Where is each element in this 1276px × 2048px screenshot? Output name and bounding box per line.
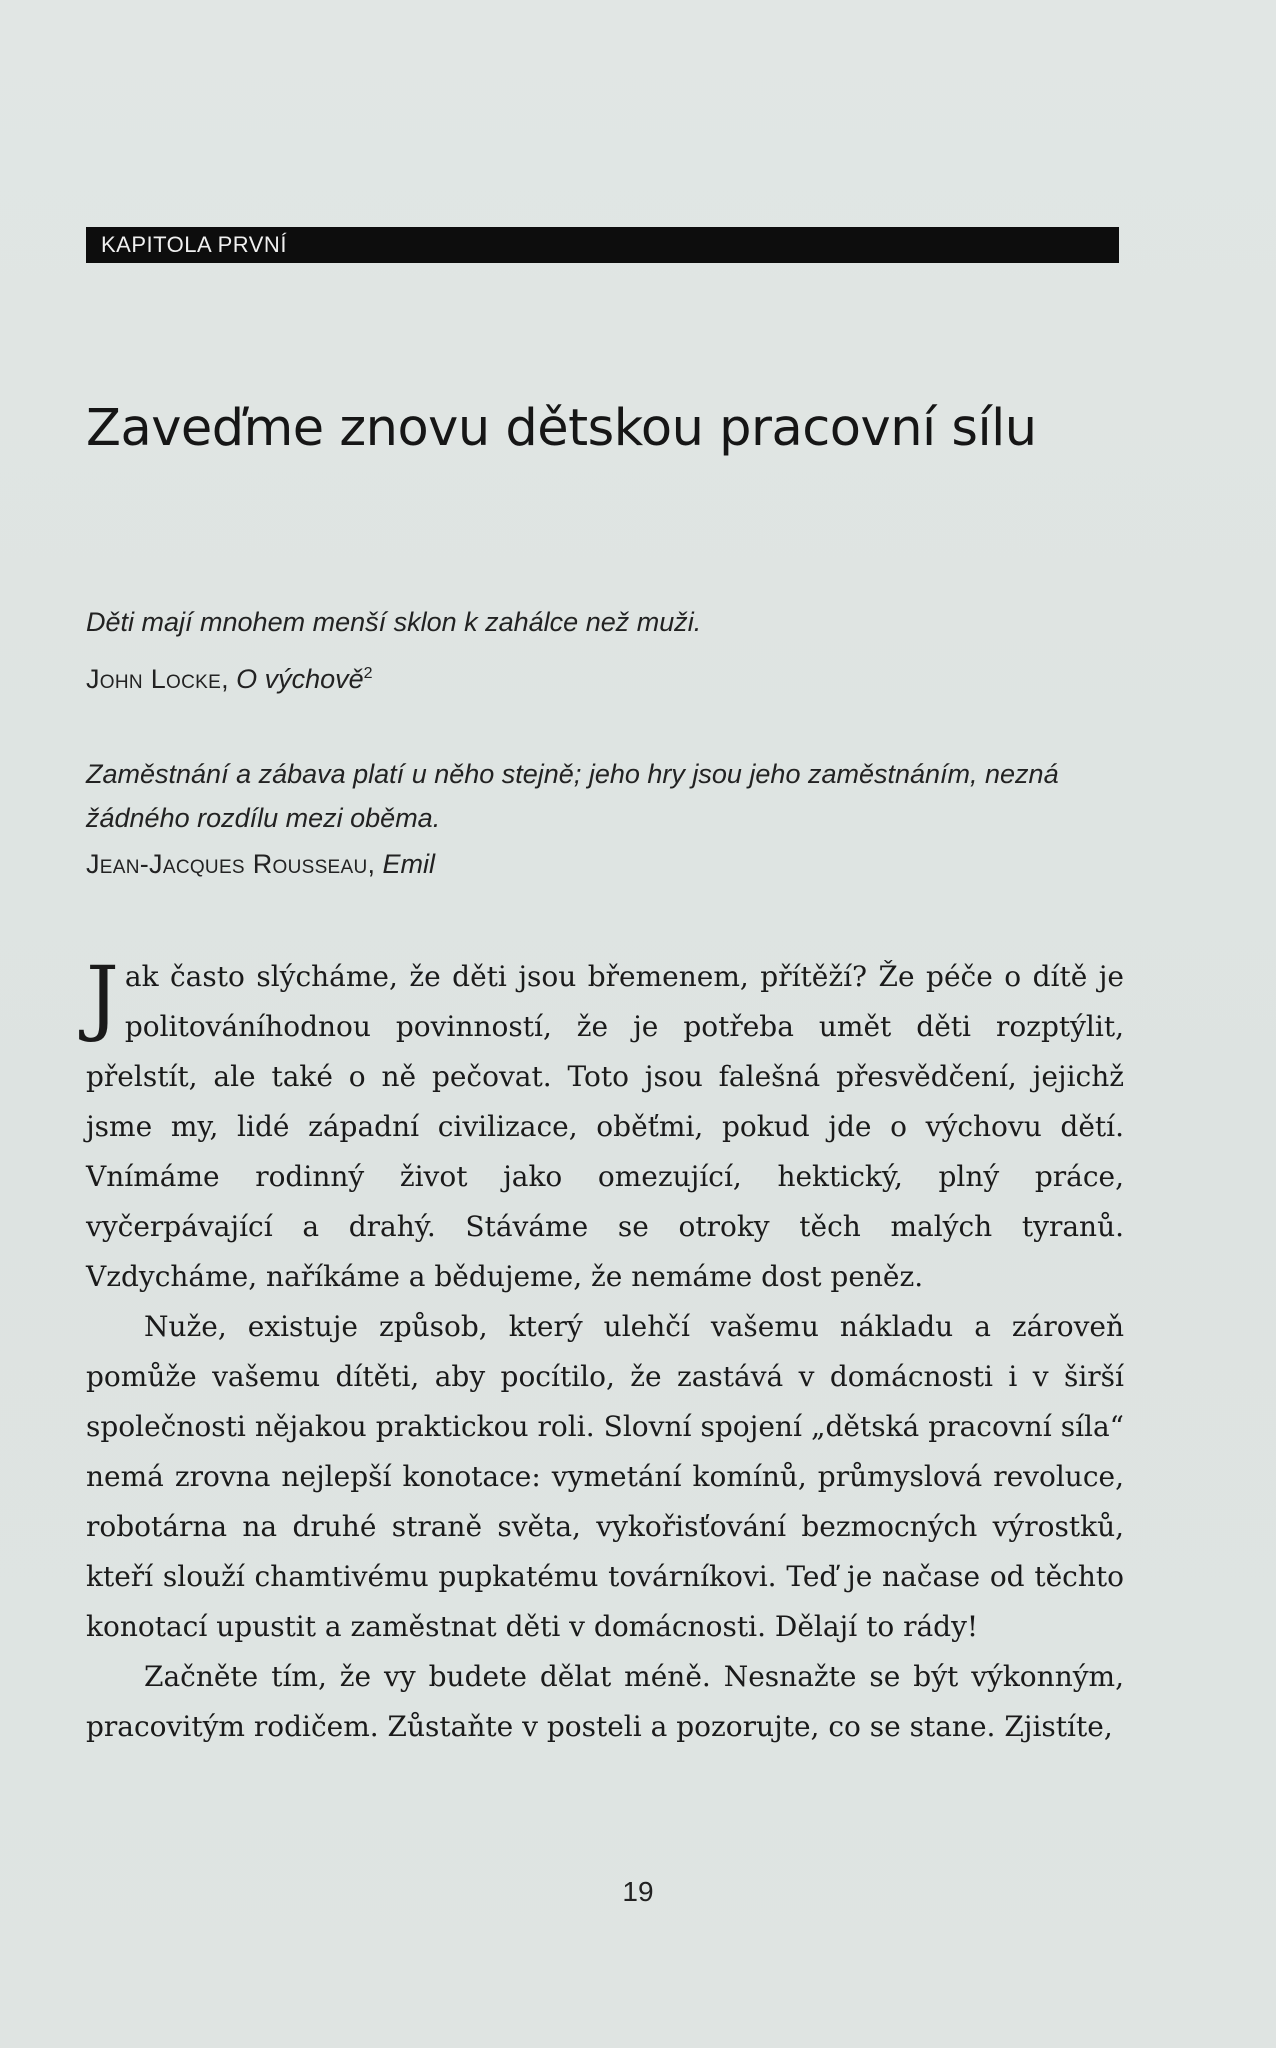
paragraph-3: Začněte tím, že vy budete dělat méně. Nesnažte se být výkonným, pracovitým rodičem. Zůstaňte v posteli a pozorujte, co se stane. Zjistíte,: [86, 1660, 1124, 1743]
epigraph-work-2: Emil: [382, 849, 436, 879]
epigraph-attribution-2: Jean-Jacques Rousseau, Emil: [86, 849, 436, 879]
body-text: [86, 952, 1124, 1752]
paragraph-1-text: ak často slýcháme, že děti jsou břemenem, přítěží? Že péče o dítě je politováníhodnou povinností, že je potřeba umět děti rozptýlit, přelstít, ale také o ně pečovat. Toto jsou falešná přesvědčení, jejichž jsme my, lidé západní civilizace, oběťmi, pokud jde o výchovu dětí. Vnímáme rodinný život jako omezující, hektický, plný práce, vyčerpávající a drahý. Stáváme se otroky těch malých tyranů. Vzdycháme, naříkáme a bědujeme, že nemáme dost peněz.: [86, 960, 1124, 1293]
footnote-marker: 2: [363, 665, 373, 682]
chapter-title: Zaveďme znovu dětskou pracovní sílu: [86, 399, 1037, 458]
paragraph-2: Nuže, existuje způsob, který ulehčí vašemu nákladu a zároveň pomůže vašemu dítěti, aby pocítilo, že zastává v domácnosti i v širší společnosti nějakou praktickou roli. Slovní spojení „dětská pracovní síla“ nemá zrovna nejlepší konotace: vymetání komínů, průmyslová revoluce, robotárna na druhé straně světa, vykořisťování bezmocných výrostků, kteří slouží chamtivému pupkatému továrníkovi. Teď je načase od těchto konotací upustit a zaměstnat děti v domácnosti. Dělají to rády!: [86, 1310, 1124, 1643]
paragraph-1: [86, 952, 1124, 1302]
drop-cap: J: [86, 950, 119, 1045]
page-number: 19: [622, 1876, 654, 1907]
epigraph-author-2: Jean-Jacques Rousseau: [86, 849, 368, 879]
epigraph-work-1: O výchově: [236, 664, 364, 694]
chapter-label: KAPITOLA PRVNÍ: [101, 232, 287, 257]
epigraph-author-1: John Locke: [86, 664, 222, 694]
epigraph-quote-1: Děti mají mnohem menší sklon k zahálce než muži.: [86, 607, 702, 637]
chapter-header-bar: [86, 227, 1119, 263]
epigraph-attribution-1: John Locke, O výchově$^2$: [86, 664, 373, 694]
epigraph-quote-2: Zaměstnání a zábava platí u něho stejně; jeho hry jsou jeho zaměstnáním, nezná žádného rozdílu mezi oběma.: [86, 759, 1059, 833]
